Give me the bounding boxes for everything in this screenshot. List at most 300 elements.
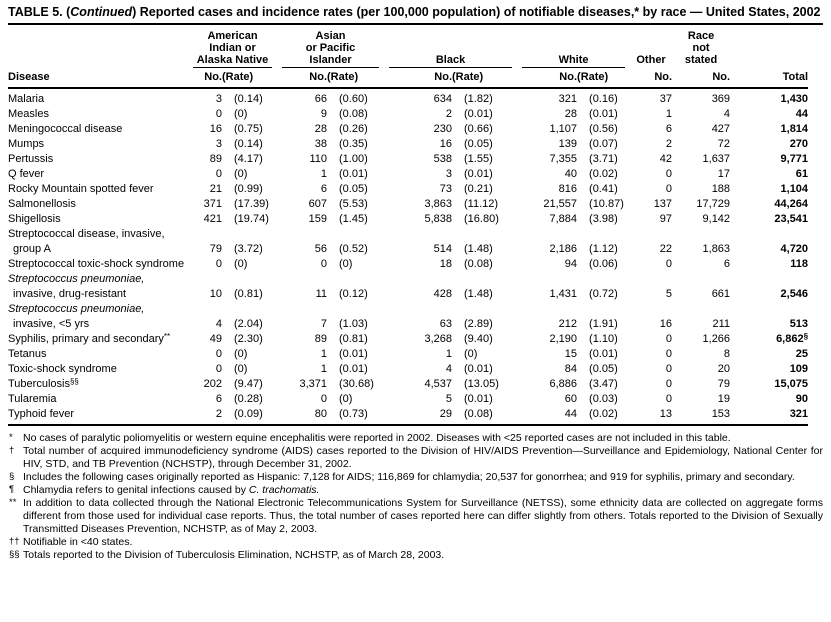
count-cell: 97 (659, 213, 673, 225)
table-row (8, 287, 808, 302)
footnote-ref: § (803, 332, 809, 341)
count-cell: 371 (203, 198, 222, 210)
count-cell: 3,863 (424, 198, 453, 210)
total-cell: 61 (795, 168, 809, 180)
count-cell: 6 (723, 258, 731, 270)
count-cell: 44 (564, 408, 578, 420)
rate-cell: (0.02) (589, 168, 618, 180)
count-cell: 37 (659, 93, 673, 105)
count-cell: 321 (558, 93, 578, 105)
count-cell: 110 (309, 153, 328, 165)
count-cell: 16 (659, 318, 673, 330)
rate-cell: (0.12) (339, 288, 368, 300)
title-continued: Continued (70, 5, 133, 19)
rate-cell: (0) (339, 258, 353, 270)
count-cell: 29 (439, 408, 453, 420)
rate-cell: (0.01) (464, 108, 493, 120)
column-header-rate: (Rate) (222, 68, 277, 88)
count-cell: 0 (665, 348, 673, 360)
total-cell: 270 (789, 138, 809, 150)
group-label-line: Race (687, 30, 715, 42)
footnotes-section (8, 432, 823, 562)
footnote (8, 445, 823, 471)
footnote-marker: † (9, 445, 15, 456)
footnote-ref: §§ (69, 377, 79, 386)
rate-cell: (9.47) (234, 378, 263, 390)
count-cell: 60 (564, 393, 578, 405)
count-cell: 72 (717, 138, 731, 150)
column-header-no: No. (188, 68, 222, 88)
disease-name-cell: Tuberculosis§§ (8, 377, 79, 390)
table-row-label (8, 227, 808, 242)
footnote-marker: ¶ (9, 484, 15, 495)
rate-cell: (0.81) (234, 288, 263, 300)
total-cell: 44,264 (774, 198, 809, 210)
column-group-label (635, 54, 667, 68)
rate-cell: (0.26) (339, 123, 368, 135)
table-row (8, 377, 808, 392)
rate-cell: (0.75) (234, 123, 263, 135)
count-cell: 4 (215, 318, 222, 330)
table-title (8, 5, 823, 25)
footnote (8, 549, 823, 562)
table-row (8, 182, 808, 197)
count-cell: 0 (215, 258, 222, 270)
disease-name-cell: invasive, <5 yrs (13, 318, 90, 330)
column-group-label (389, 54, 512, 68)
rate-cell: (1.00) (339, 153, 368, 165)
count-cell: 0 (665, 183, 673, 195)
rate-cell: (0.05) (339, 183, 368, 195)
rate-cell: (0.01) (464, 168, 493, 180)
count-cell: 7,884 (549, 213, 578, 225)
column-header-rate: (Rate) (452, 68, 517, 88)
rate-cell: (1.82) (464, 93, 493, 105)
table-row (8, 407, 808, 425)
count-cell: 514 (433, 243, 453, 255)
group-label-line: stated (684, 54, 718, 66)
count-cell: 4 (445, 363, 453, 375)
table-body (8, 88, 808, 425)
rate-cell: (0) (339, 393, 353, 405)
count-cell: 7,355 (549, 153, 578, 165)
table-row (8, 317, 808, 332)
count-cell: 159 (308, 213, 328, 225)
header-group-row (8, 25, 808, 68)
count-cell: 2 (665, 138, 673, 150)
count-cell: 0 (215, 363, 222, 375)
rate-cell: (0.06) (589, 258, 618, 270)
total-cell: 6,862§ (776, 332, 809, 345)
count-cell: 6 (215, 393, 222, 405)
count-cell: 211 (712, 318, 731, 330)
disease-name-cell: Syphilis, primary and secondary** (8, 332, 171, 345)
count-cell: 28 (564, 108, 578, 120)
count-cell: 634 (433, 93, 453, 105)
rate-cell: (0.01) (464, 393, 493, 405)
rate-cell: (2.30) (234, 333, 263, 345)
total-cell: 9,771 (780, 153, 809, 165)
column-header-no: No. (384, 68, 452, 88)
footnote (8, 484, 823, 497)
count-cell: 18 (439, 258, 453, 270)
footnote-marker: ** (9, 497, 17, 508)
disease-name-cell: Streptococcal toxic-shock syndrome (8, 258, 185, 270)
column-group-1 (277, 25, 384, 68)
count-cell: 2,190 (549, 333, 578, 345)
count-cell: 2,186 (549, 243, 578, 255)
column-header-rate: (Rate) (577, 68, 630, 88)
count-cell: 1 (320, 348, 328, 360)
rate-cell: (0.99) (234, 183, 263, 195)
rate-cell: (0.81) (339, 333, 368, 345)
count-cell: 4,537 (424, 378, 453, 390)
count-cell: 230 (433, 123, 453, 135)
table-row (8, 122, 808, 137)
column-header-disease: Disease (8, 25, 188, 88)
count-cell: 17 (717, 168, 731, 180)
footnote-text: Total number of acquired immunodeficiency syndrome (AIDS) cases reported to the Division of HIV/AIDS Prevention—Surveillance and Epidemiology, National Center for HIV, STD, and TB Prevention (NCHSTP), through December 31, 2002. (23, 445, 823, 470)
notifiable-diseases-table (8, 25, 808, 426)
rate-cell: (0.14) (234, 138, 263, 150)
footnote-marker: * (9, 432, 13, 443)
disease-name-cell: Meningococcal disease (8, 123, 123, 135)
disease-name-cell: group A (13, 243, 51, 255)
count-cell: 22 (659, 243, 673, 255)
count-cell: 79 (209, 243, 222, 255)
table-row (8, 137, 808, 152)
column-group-label (282, 30, 379, 68)
footnote-text: No cases of paralytic poliomyelitis or western equine encephalitis were reported in 2002. Diseases with <25 reported cases are not included in this table. (23, 432, 731, 444)
title-prefix: TABLE 5. ( (8, 5, 71, 19)
footnote-marker: § (9, 471, 15, 482)
count-cell: 0 (665, 258, 673, 270)
rate-cell: (13.05) (464, 378, 499, 390)
total-cell: 15,075 (774, 378, 809, 390)
count-cell: 1 (445, 348, 453, 360)
count-cell: 1,431 (549, 288, 578, 300)
disease-name-cell: Mumps (8, 138, 45, 150)
rate-cell: (0.60) (339, 93, 368, 105)
total-cell: 44 (795, 108, 809, 120)
count-cell: 94 (564, 258, 578, 270)
column-group-2 (384, 25, 517, 68)
column-header-no: No. (672, 68, 730, 88)
count-cell: 3,371 (299, 378, 328, 390)
footnote (8, 432, 823, 445)
count-cell: 73 (439, 183, 453, 195)
count-cell: 6 (320, 183, 328, 195)
total-cell: 25 (795, 348, 809, 360)
disease-name-cell: Tetanus (8, 348, 47, 360)
count-cell: 89 (209, 153, 222, 165)
count-cell: 421 (203, 213, 222, 225)
rate-cell: (1.55) (464, 153, 493, 165)
disease-name-cell: Measles (8, 108, 49, 120)
count-cell: 0 (665, 333, 673, 345)
count-cell: 56 (314, 243, 328, 255)
count-cell: 0 (215, 348, 222, 360)
rate-cell: (0.01) (339, 363, 368, 375)
footnote (8, 497, 823, 536)
column-group-5 (672, 25, 730, 68)
count-cell: 4 (723, 108, 731, 120)
column-group-label (677, 30, 725, 68)
rate-cell: (0.05) (464, 138, 493, 150)
footnote-text: Notifiable in <40 states. (23, 536, 133, 548)
count-cell: 607 (308, 198, 328, 210)
column-header-rate: (Rate) (327, 68, 384, 88)
count-cell: 0 (665, 363, 673, 375)
count-cell: 369 (711, 93, 731, 105)
disease-name-cell: Rocky Mountain spotted fever (8, 183, 154, 195)
count-cell: 9 (320, 108, 328, 120)
total-cell: 90 (795, 393, 809, 405)
count-cell: 3 (215, 93, 222, 105)
group-label-line: American (207, 30, 258, 42)
rate-cell: (9.40) (464, 333, 493, 345)
count-cell: 816 (558, 183, 578, 195)
footnote-text: Chlamydia refers to genital infections caused by (23, 484, 249, 496)
count-cell: 21,557 (543, 198, 578, 210)
column-header-no: No. (517, 68, 577, 88)
count-cell: 40 (564, 168, 578, 180)
rate-cell: (0.01) (464, 363, 493, 375)
count-cell: 0 (320, 258, 328, 270)
rate-cell: (5.53) (339, 198, 368, 210)
footnote-text: Includes the following cases originally reported as Hispanic: 7,128 for AIDS; 116,869 for chlamydia; 20,537 for gonorrhea; and 919 for syphilis, primary and secondary. (23, 471, 795, 483)
group-label-line: Indian or (209, 42, 256, 54)
column-group-label (522, 54, 625, 68)
count-cell: 538 (433, 153, 453, 165)
total-cell: 4,720 (780, 243, 809, 255)
count-cell: 0 (665, 378, 673, 390)
count-cell: 79 (717, 378, 731, 390)
footnote-ref: ** (163, 332, 171, 341)
table-row (8, 167, 808, 182)
count-cell: 2 (445, 108, 453, 120)
count-cell: 428 (433, 288, 453, 300)
count-cell: 1,637 (702, 153, 731, 165)
count-cell: 5 (445, 393, 453, 405)
rate-cell: (0.52) (339, 243, 368, 255)
rate-cell: (1.10) (589, 333, 618, 345)
count-cell: 427 (711, 123, 731, 135)
column-header-no: No. (630, 68, 672, 88)
count-cell: 8 (723, 348, 731, 360)
table-row (8, 88, 808, 107)
total-cell: 1,104 (780, 183, 809, 195)
count-cell: 1 (320, 363, 328, 375)
footnote-text: In addition to data collected through the National Electronic Telecommunications System for Surveillance (NETSS), some ethnicity data are collected on aggregate forms different from those used for individual case reports. Thus, the total number of cases reported here can differ slightly from others. Totals reported to the Division of Sexually Transmitted Diseases Prevention, NCHSTP, as of May 2, 2003. (23, 497, 823, 535)
count-cell: 63 (439, 318, 453, 330)
rate-cell: (3.72) (234, 243, 263, 255)
table-row (8, 347, 808, 362)
rate-cell: (0.21) (464, 183, 493, 195)
count-cell: 5 (665, 288, 673, 300)
count-cell: 5,838 (424, 213, 453, 225)
footnote (8, 536, 823, 549)
disease-name-cell: Salmonellosis (8, 198, 76, 210)
rate-cell: (0.66) (464, 123, 493, 135)
count-cell: 1,107 (549, 123, 578, 135)
total-cell: 513 (789, 318, 809, 330)
count-cell: 11 (315, 288, 328, 300)
total-cell: 109 (789, 363, 809, 375)
rate-cell: (0.01) (339, 168, 368, 180)
count-cell: 1 (320, 168, 328, 180)
disease-name-cell: Malaria (8, 93, 45, 105)
table-row (8, 152, 808, 167)
footnote-text-italic: C. trachomatis. (248, 484, 320, 496)
total-cell: 23,541 (774, 213, 809, 225)
count-cell: 188 (711, 183, 731, 195)
rate-cell: (0.03) (589, 393, 618, 405)
rate-cell: (0.01) (589, 348, 618, 360)
rate-cell: (1.91) (589, 318, 618, 330)
count-cell: 139 (558, 138, 578, 150)
rate-cell: (17.39) (234, 198, 269, 210)
count-cell: 84 (564, 363, 578, 375)
footnote-marker: §§ (9, 549, 20, 560)
count-cell: 38 (314, 138, 328, 150)
count-cell: 1 (665, 108, 673, 120)
total-cell: 1,814 (780, 123, 809, 135)
count-cell: 19 (717, 393, 731, 405)
rate-cell: (0.73) (339, 408, 368, 420)
rate-cell: (1.48) (464, 243, 493, 255)
disease-name-cell: Shigellosis (8, 213, 61, 225)
rate-cell: (0) (234, 348, 248, 360)
count-cell: 9,142 (702, 213, 731, 225)
rate-cell: (0.72) (589, 288, 618, 300)
count-cell: 3,268 (424, 333, 453, 345)
table-header (8, 25, 808, 88)
disease-name-cell: Streptococcus pneumoniae, (8, 303, 145, 315)
count-cell: 153 (711, 408, 731, 420)
rate-cell: (30.68) (339, 378, 374, 390)
rate-cell: (10.87) (589, 198, 624, 210)
count-cell: 2 (215, 408, 222, 420)
column-header-total: Total (730, 25, 808, 88)
rate-cell: (19.74) (234, 213, 269, 225)
count-cell: 212 (558, 318, 578, 330)
table-row (8, 197, 808, 212)
count-cell: 137 (653, 198, 673, 210)
disease-name-cell: Pertussis (8, 153, 54, 165)
disease-name-cell: Streptococcal disease, invasive, (8, 228, 165, 240)
rate-cell: (3.71) (589, 153, 618, 165)
group-label-line: not (692, 42, 710, 54)
count-cell: 16 (439, 138, 453, 150)
count-cell: 66 (314, 93, 328, 105)
table-row (8, 332, 808, 347)
count-cell: 1,863 (702, 243, 731, 255)
table-row-label (8, 302, 808, 317)
rate-cell: (0) (234, 363, 248, 375)
total-cell: 2,546 (780, 288, 809, 300)
count-cell: 13 (659, 408, 673, 420)
rate-cell: (0) (234, 258, 248, 270)
rate-cell: (0) (234, 108, 248, 120)
total-cell: 321 (789, 408, 809, 420)
rate-cell: (11.12) (464, 198, 499, 210)
column-group-4 (630, 25, 672, 68)
rate-cell: (0.08) (464, 408, 493, 420)
rate-cell: (0.08) (339, 108, 368, 120)
count-cell: 202 (203, 378, 222, 390)
rate-cell: (2.89) (464, 318, 493, 330)
rate-cell: (0.05) (589, 363, 618, 375)
rate-cell: (3.98) (589, 213, 618, 225)
rate-cell: (0) (464, 348, 478, 360)
column-group-label (193, 30, 272, 68)
count-cell: 16 (209, 123, 222, 135)
footnote (8, 471, 823, 484)
count-cell: 0 (320, 393, 328, 405)
group-label-line: Other (636, 54, 666, 66)
rate-cell: (0.07) (589, 138, 618, 150)
rate-cell: (0.28) (234, 393, 263, 405)
rate-cell: (0.16) (589, 93, 618, 105)
count-cell: 17,729 (696, 198, 731, 210)
count-cell: 28 (314, 123, 328, 135)
rate-cell: (0.09) (234, 408, 263, 420)
column-group-3 (517, 25, 630, 68)
table-row (8, 107, 808, 122)
rate-cell: (0.02) (589, 408, 618, 420)
rate-cell: (0.08) (464, 258, 493, 270)
rate-cell: (1.48) (464, 288, 493, 300)
rate-cell: (0.01) (589, 108, 618, 120)
total-cell: 1,430 (780, 93, 809, 105)
title-rest: ) Reported cases and incidence rates (per 100,000 population) of notifiable diseases,* by race — United States, 2002 (132, 5, 821, 19)
count-cell: 6 (665, 123, 673, 135)
disease-name-cell: Streptococcus pneumoniae, (8, 273, 145, 285)
column-header-no: No. (277, 68, 327, 88)
rate-cell: (1.45) (339, 213, 368, 225)
rate-cell: (0.56) (589, 123, 618, 135)
table-row (8, 392, 808, 407)
count-cell: 3 (445, 168, 453, 180)
count-cell: 7 (320, 318, 328, 330)
rate-cell: (0.35) (339, 138, 368, 150)
rate-cell: (0.01) (339, 348, 368, 360)
count-cell: 0 (665, 168, 673, 180)
table-row (8, 362, 808, 377)
rate-cell: (0.14) (234, 93, 263, 105)
count-cell: 0 (215, 168, 222, 180)
total-cell: 118 (790, 258, 809, 270)
group-label-line: Alaska Native (196, 54, 269, 66)
group-label-line: Islander (309, 54, 352, 66)
count-cell: 10 (209, 288, 222, 300)
disease-name-cell: Toxic-shock syndrome (8, 363, 117, 375)
count-cell: 80 (314, 408, 328, 420)
table-row (8, 242, 808, 257)
count-cell: 89 (314, 333, 328, 345)
group-label-line: Asian (315, 30, 346, 42)
rate-cell: (1.12) (589, 243, 618, 255)
rate-cell: (1.03) (339, 318, 368, 330)
column-group-0 (188, 25, 277, 68)
group-label-line: White (558, 54, 589, 66)
count-cell: 21 (209, 183, 222, 195)
count-cell: 1,266 (702, 333, 731, 345)
count-cell: 661 (711, 288, 731, 300)
group-label-line: Black (435, 54, 466, 66)
rate-cell: (0.41) (589, 183, 618, 195)
